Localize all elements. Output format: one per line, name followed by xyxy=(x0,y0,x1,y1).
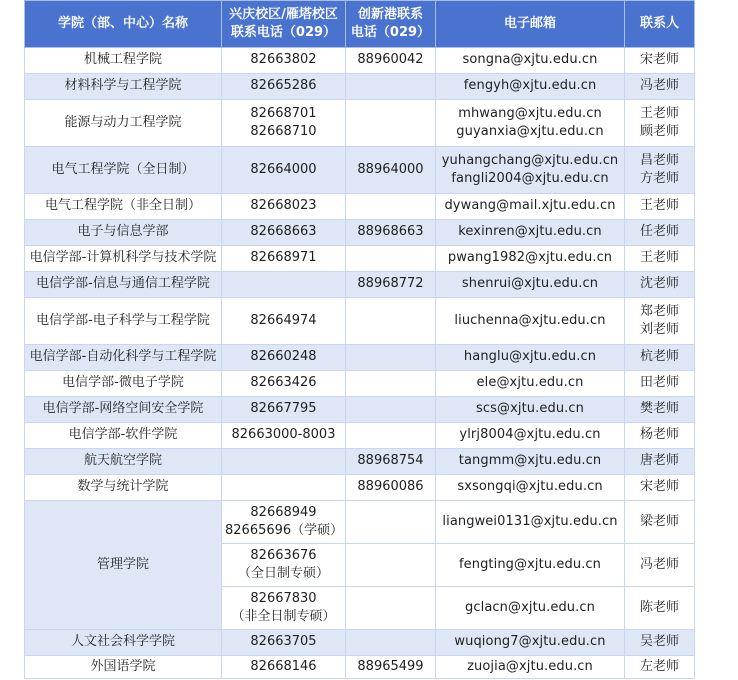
email-address: liangwei0131@xjtu.edu.cn xyxy=(442,513,618,529)
email-address: scs@xjtu.edu.cn xyxy=(476,401,584,417)
contact-person: 王老师 xyxy=(639,250,679,266)
college-name-cell xyxy=(25,423,222,449)
contact-cell xyxy=(625,147,695,194)
email-cell[interactable] xyxy=(436,397,625,423)
xq-phone-cell xyxy=(222,656,346,679)
phone-number: （全日制专硕） xyxy=(237,566,329,581)
college-name-cell xyxy=(25,100,222,147)
table-row xyxy=(25,656,695,679)
contact-person: 冯老师 xyxy=(639,556,679,572)
college-name: 电信学部-软件学院 xyxy=(68,427,178,443)
college-name-cell xyxy=(25,475,222,501)
table-row xyxy=(25,298,695,345)
phone-number: 88964000 xyxy=(357,161,424,177)
table-row xyxy=(25,246,695,272)
phone-number: 82663676 xyxy=(250,547,317,563)
email-address: gclacn@xjtu.edu.cn xyxy=(465,599,595,615)
college-name-cell xyxy=(25,220,222,246)
college-name-cell xyxy=(25,272,222,298)
email-address: zuojia@xjtu.edu.cn xyxy=(467,658,593,674)
contact-person: 刘老师 xyxy=(639,322,679,337)
contact-person: 方老师 xyxy=(639,171,679,186)
cxg-phone-cell xyxy=(346,147,436,194)
cxg-phone-cell xyxy=(346,220,436,246)
xq-phone-cell xyxy=(222,74,346,100)
contact-cell xyxy=(625,194,695,220)
phone-number: 82663802 xyxy=(250,52,317,68)
email-cell[interactable] xyxy=(436,272,625,298)
cxg-phone-cell xyxy=(346,449,436,475)
email-address: hanglu@xjtu.edu.cn xyxy=(463,349,597,365)
contact-cell xyxy=(625,220,695,246)
email-address: guyanxia@xjtu.edu.cn xyxy=(456,124,604,139)
xq-phone-cell xyxy=(222,449,346,475)
header-text: 电话（029） xyxy=(350,25,431,40)
college-name: 电信学部-计算机科学与技术学院 xyxy=(29,250,217,266)
xq-phone-cell xyxy=(222,371,346,397)
email-cell[interactable] xyxy=(436,501,625,544)
table-row xyxy=(25,475,695,501)
email-cell[interactable] xyxy=(436,345,625,371)
xq-phone-cell xyxy=(222,220,346,246)
email-cell[interactable] xyxy=(436,587,625,630)
contact-cell xyxy=(625,298,695,345)
email-address: liuchenna@xjtu.edu.cn xyxy=(454,312,606,328)
cxg-phone-cell xyxy=(346,630,436,656)
phone-number: （非全日制专硕） xyxy=(231,609,336,624)
college-name: 人文社会科学学院 xyxy=(70,634,175,650)
xq-phone-cell xyxy=(222,298,346,345)
college-name-cell xyxy=(25,246,222,272)
email-cell[interactable] xyxy=(436,194,625,220)
table-body xyxy=(25,48,695,679)
college-name: 机械工程学院 xyxy=(83,52,162,68)
contact-person: 陈老师 xyxy=(639,599,679,615)
email-cell[interactable] xyxy=(436,544,625,587)
college-name: 电信学部-微电子学院 xyxy=(62,375,184,391)
contact-cell xyxy=(625,475,695,501)
contact-person: 宋老师 xyxy=(639,52,679,68)
email-address: sxsongqi@xjtu.edu.cn xyxy=(457,479,603,495)
cxg-phone-cell xyxy=(346,371,436,397)
cxg-phone-cell xyxy=(346,272,436,298)
phone-number: 82664000 xyxy=(250,161,317,177)
college-name-cell xyxy=(25,345,222,371)
email-cell[interactable] xyxy=(436,630,625,656)
email-cell[interactable] xyxy=(436,74,625,100)
email-cell[interactable] xyxy=(436,371,625,397)
email-address: kexinren@xjtu.edu.cn xyxy=(458,224,602,240)
college-name-cell xyxy=(25,194,222,220)
cxg-phone-cell xyxy=(346,100,436,147)
contact-person: 樊老师 xyxy=(639,401,679,417)
contact-cell xyxy=(625,544,695,587)
cxg-phone-cell xyxy=(346,48,436,74)
header-text: 电子邮箱 xyxy=(503,16,556,31)
header-text: 联系电话（029） xyxy=(230,25,337,40)
contact-cell xyxy=(625,100,695,147)
college-name: 电气工程学院（非全日制） xyxy=(44,198,201,214)
email-address: mhwang@xjtu.edu.cn xyxy=(458,105,602,121)
college-name: 电气工程学院（全日制） xyxy=(51,161,195,177)
header-email xyxy=(436,1,625,48)
college-name: 航天航空学院 xyxy=(83,453,162,469)
cxg-phone-cell xyxy=(346,194,436,220)
phone-number: 82663000-8003 xyxy=(231,427,336,443)
phone-number: 82668949 xyxy=(250,504,317,520)
cxg-phone-cell xyxy=(346,345,436,371)
contact-person: 田老师 xyxy=(639,375,679,391)
xq-phone-cell xyxy=(222,397,346,423)
phone-number: 88965499 xyxy=(357,658,424,674)
cxg-phone-cell xyxy=(346,656,436,679)
xq-phone-cell xyxy=(222,630,346,656)
table-header xyxy=(25,1,695,48)
xq-phone-cell xyxy=(222,544,346,587)
phone-number: 82660248 xyxy=(250,349,317,365)
email-address: songna@xjtu.edu.cn xyxy=(462,52,598,68)
phone-number: 82668971 xyxy=(250,250,317,266)
contact-person: 任老师 xyxy=(639,224,679,240)
phone-number: 88968772 xyxy=(357,276,424,292)
college-name: 电信学部-电子科学与工程学院 xyxy=(36,312,210,328)
xq-phone-cell xyxy=(222,587,346,630)
email-cell[interactable] xyxy=(436,246,625,272)
email-cell[interactable] xyxy=(436,147,625,194)
college-name-cell xyxy=(25,630,222,656)
email-cell[interactable] xyxy=(436,449,625,475)
header-text: 创新港联系 xyxy=(357,7,423,22)
xq-phone-cell xyxy=(222,246,346,272)
table-row xyxy=(25,449,695,475)
college-name-cell xyxy=(25,298,222,345)
college-name-cell xyxy=(25,147,222,194)
table-row xyxy=(25,345,695,371)
table-row xyxy=(25,397,695,423)
xq-phone-cell xyxy=(222,345,346,371)
college-name: 能源与动力工程学院 xyxy=(64,114,182,130)
cxg-phone-cell xyxy=(346,397,436,423)
table-row xyxy=(25,423,695,449)
email-address: ylrj8004@xjtu.edu.cn xyxy=(459,427,601,443)
contact-cell xyxy=(625,48,695,74)
email-address: dywang@mail.xjtu.edu.cn xyxy=(444,198,616,214)
header-text: 联系人 xyxy=(639,16,679,31)
header-cxg-phone xyxy=(346,1,436,48)
phone-number: 88960086 xyxy=(357,479,424,495)
cxg-phone-cell xyxy=(346,475,436,501)
email-cell[interactable] xyxy=(436,220,625,246)
table-row xyxy=(25,100,695,147)
college-name: 电信学部-信息与通信工程学院 xyxy=(36,276,210,292)
email-address: fangli2004@xjtu.edu.cn xyxy=(451,171,609,186)
xq-phone-cell xyxy=(222,423,346,449)
email-address: shenrui@xjtu.edu.cn xyxy=(461,276,599,292)
phone-number: 82668701 xyxy=(250,105,317,121)
contact-cell xyxy=(625,272,695,298)
contact-person: 梁老师 xyxy=(639,513,679,529)
college-name-cell xyxy=(25,74,222,100)
contact-person: 吴老师 xyxy=(639,634,679,650)
phone-number: 82664974 xyxy=(250,312,317,328)
contacts-table xyxy=(24,0,695,679)
header-college xyxy=(25,1,222,48)
contact-person: 杨老师 xyxy=(639,427,679,443)
contact-person: 王老师 xyxy=(639,105,679,121)
cxg-phone-cell xyxy=(346,74,436,100)
phone-number: 88968663 xyxy=(357,224,424,240)
contact-person: 唐老师 xyxy=(639,453,679,469)
contact-cell xyxy=(625,449,695,475)
contact-cell xyxy=(625,587,695,630)
header-xq-phone xyxy=(222,1,346,48)
email-address: fengting@xjtu.edu.cn xyxy=(458,556,602,572)
email-address: wuqiong7@xjtu.edu.cn xyxy=(454,634,606,650)
college-name: 外国语学院 xyxy=(90,658,156,674)
contact-person: 顾老师 xyxy=(639,124,679,139)
email-cell[interactable] xyxy=(436,298,625,345)
header-row xyxy=(25,1,695,48)
contact-person: 冯老师 xyxy=(639,78,679,94)
xq-phone-cell xyxy=(222,48,346,74)
xq-phone-cell xyxy=(222,475,346,501)
contact-cell xyxy=(625,74,695,100)
header-text: 学院（部、中心）名称 xyxy=(57,16,188,31)
phone-number: 82668023 xyxy=(250,198,317,214)
table-row xyxy=(25,220,695,246)
contact-person: 沈老师 xyxy=(639,276,679,292)
xq-phone-cell xyxy=(222,501,346,544)
contact-cell xyxy=(625,345,695,371)
email-cell[interactable] xyxy=(436,423,625,449)
phone-number: 82668146 xyxy=(250,658,317,674)
email-cell[interactable] xyxy=(436,48,625,74)
phone-number: 82665696（学硕） xyxy=(225,523,344,538)
table-row xyxy=(25,48,695,74)
table-row xyxy=(25,74,695,100)
email-cell[interactable] xyxy=(436,656,625,679)
table-row xyxy=(25,371,695,397)
phone-number: 88960042 xyxy=(357,52,424,68)
phone-number: 82667830 xyxy=(250,590,317,606)
contact-cell xyxy=(625,501,695,544)
contact-person: 宋老师 xyxy=(639,479,679,495)
contact-person: 郑老师 xyxy=(639,303,679,319)
college-name-cell xyxy=(25,371,222,397)
contact-cell xyxy=(625,656,695,679)
xq-phone-cell xyxy=(222,100,346,147)
college-name: 电子与信息学部 xyxy=(77,224,169,240)
cxg-phone-cell xyxy=(346,246,436,272)
college-name-cell xyxy=(25,656,222,679)
college-name: 电信学部-网络空间安全学院 xyxy=(42,401,204,417)
college-name: 材料科学与工程学院 xyxy=(64,78,182,94)
header-text: 兴庆校区/雁塔校区 xyxy=(229,7,338,22)
phone-number: 82663705 xyxy=(250,634,317,650)
contacts-table-wrapper xyxy=(24,0,694,679)
contact-cell xyxy=(625,371,695,397)
college-name: 数学与统计学院 xyxy=(77,479,169,495)
email-cell[interactable] xyxy=(436,475,625,501)
table-row xyxy=(25,147,695,194)
cxg-phone-cell xyxy=(346,544,436,587)
college-name: 电信学部-自动化科学与工程学院 xyxy=(29,349,217,365)
table-row xyxy=(25,501,695,544)
college-name-cell xyxy=(25,501,222,630)
contact-person: 王老师 xyxy=(639,198,679,214)
header-contact xyxy=(625,1,695,48)
xq-phone-cell xyxy=(222,194,346,220)
email-cell[interactable] xyxy=(436,100,625,147)
email-address: yuhangchang@xjtu.edu.cn xyxy=(441,152,619,168)
phone-number: 82668710 xyxy=(250,124,317,139)
college-name-cell xyxy=(25,48,222,74)
table-row xyxy=(25,630,695,656)
email-address: fengyh@xjtu.edu.cn xyxy=(463,78,597,94)
phone-number: 82668663 xyxy=(250,224,317,240)
contact-cell xyxy=(625,630,695,656)
cxg-phone-cell xyxy=(346,298,436,345)
email-address: ele@xjtu.edu.cn xyxy=(476,375,584,391)
xq-phone-cell xyxy=(222,147,346,194)
cxg-phone-cell xyxy=(346,587,436,630)
table-row xyxy=(25,272,695,298)
phone-number: 82667795 xyxy=(250,401,317,417)
contact-cell xyxy=(625,397,695,423)
contact-person: 杭老师 xyxy=(639,349,679,365)
cxg-phone-cell xyxy=(346,501,436,544)
college-name: 管理学院 xyxy=(96,556,149,572)
cxg-phone-cell xyxy=(346,423,436,449)
table-row xyxy=(25,194,695,220)
email-address: pwang1982@xjtu.edu.cn xyxy=(447,250,613,266)
phone-number: 88968754 xyxy=(357,453,424,469)
college-name-cell xyxy=(25,449,222,475)
contact-cell xyxy=(625,423,695,449)
phone-number: 82665286 xyxy=(250,78,317,94)
phone-number: 82663426 xyxy=(250,375,317,391)
college-name-cell xyxy=(25,397,222,423)
email-address: tangmm@xjtu.edu.cn xyxy=(458,453,602,469)
contact-cell xyxy=(625,246,695,272)
xq-phone-cell xyxy=(222,272,346,298)
contact-person: 左老师 xyxy=(639,658,679,674)
contact-person: 昌老师 xyxy=(639,152,679,168)
